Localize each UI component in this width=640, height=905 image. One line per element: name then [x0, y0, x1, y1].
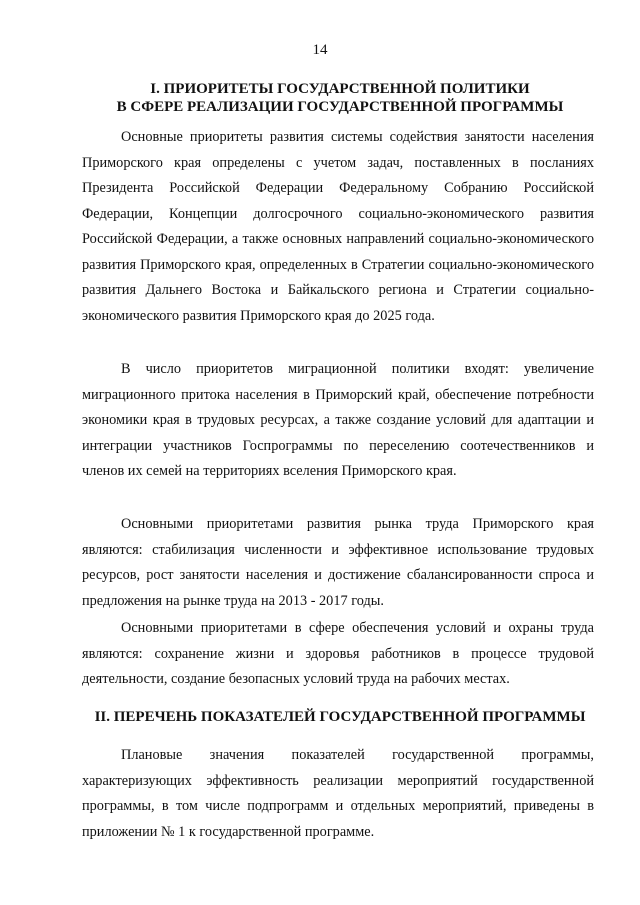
section-2-paragraph-1: Плановые значения показателей государственной программы, характеризующих эффективность реализации мероприятий государственной программы, в том числе подпрограмм и отдельных мероприятий, приведены в приложении № 1 к государственной программе. — [82, 747, 594, 840]
section-1-paragraph-4: Основными приоритетами в сфере обеспечения условий и охраны труда являются: сохранение жизни и здоровья работников в процессе трудовой деятельности, создание безопасных условий труда на рабочих местах. — [82, 620, 594, 687]
section-1-heading — [80, 80, 600, 116]
section-1-paragraph-1: Основные приоритеты развития системы содействия занятости населения Приморского края определены с учетом задач, поставленных в посланиях Президента Российской Федерации Федеральному Собранию Российской Федерации, Концепции долгосрочного социально-экономического развития Российской Федерации, а также основных направлений социально-экономического развития Приморского края, определенных в Стратегии социально-экономического развития Дальнего Востока и Байкальского региона и Стратегии социально-экономического развития Приморского края до 2025 года. — [82, 129, 594, 324]
section-1-paragraph-3: Основными приоритетами развития рынка труда Приморского края являются: стабилизация численности и эффективное использование трудовых ресурсов, рост занятости населения и достижение сбалансированности спроса и предложения на рынке труда на 2013 - 2017 годы. — [82, 516, 594, 609]
section-2-heading: II. ПЕРЕЧЕНЬ ПОКАЗАТЕЛЕЙ ГОСУДАРСТВЕННОЙ ПРОГРАММЫ — [94, 709, 586, 725]
section-1-title-line-2: В СФЕРЕ РЕАЛИЗАЦИИ ГОСУДАРСТВЕННОЙ ПРОГРАММЫ — [116, 99, 564, 115]
section-1-title-line-1: I. ПРИОРИТЕТЫ ГОСУДАРСТВЕННОЙ ПОЛИТИКИ — [150, 81, 530, 97]
section-1-paragraph-2: В число приоритетов миграционной политики входят: увеличение миграционного притока населения в Приморский край, обеспечение потребности экономики края в трудовых ресурсах, а также создание условий для адаптации и интеграции участников Госпрограммы по переселению соотечественников и членов их семей на территориях вселения Приморского края. — [82, 361, 594, 479]
page-number: 14 — [312, 42, 328, 58]
